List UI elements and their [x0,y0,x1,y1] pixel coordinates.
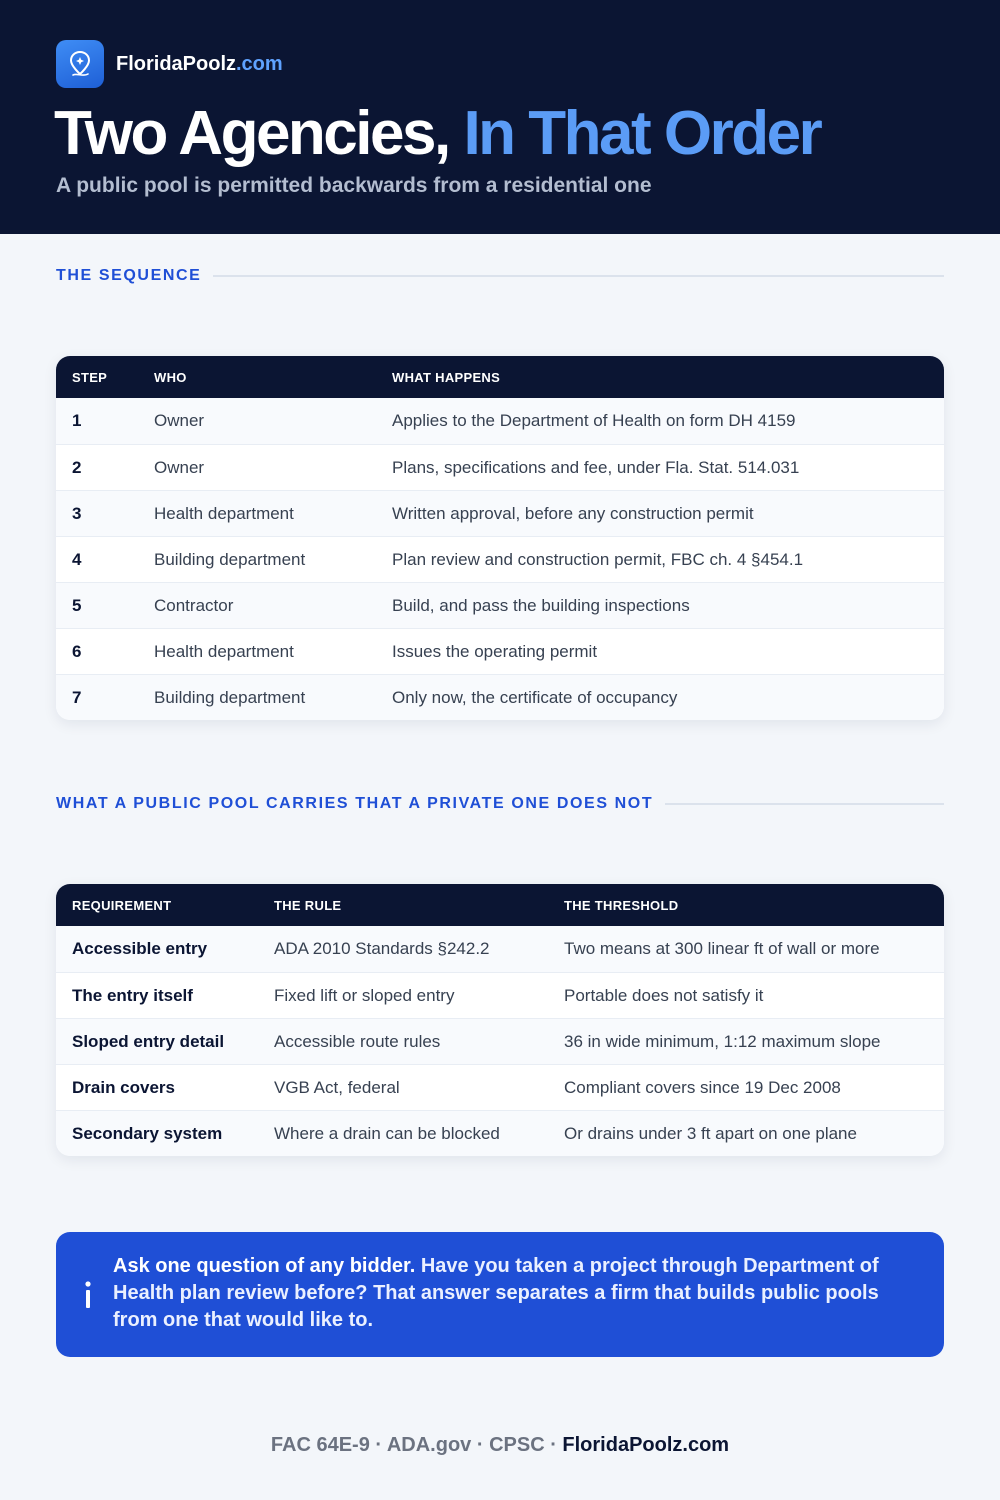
requirement-threshold: Or drains under 3 ft apart on one plane [564,1123,857,1143]
step-what: Written approval, before any construction permit [392,503,754,523]
step-number: 3 [72,503,82,523]
brand[interactable] [56,40,283,88]
table-row [56,674,944,720]
table-row [56,972,944,1018]
requirement-rule: Accessible route rules [274,1031,441,1051]
brand-name: FloridaPoolz.com [116,52,283,75]
step-number: 7 [72,687,82,707]
section-label-requirements: WHAT A PUBLIC POOL CARRIES THAT A PRIVATE ONE DOES NOT [56,795,944,813]
table-row [56,1064,944,1110]
requirement-rule: ADA 2010 Standards §242.2 [274,939,490,958]
step-number: 6 [72,641,82,661]
step-number: 5 [72,595,82,615]
table-row [56,926,944,972]
table-row [56,582,944,628]
requirement-threshold: Two means at 300 linear ft of wall or more [564,939,880,958]
table-row [56,1110,944,1156]
step-who: Contractor [154,595,234,615]
requirement-threshold: 36 in wide minimum, 1:12 maximum slope [564,1031,881,1051]
step-who: Building department [154,687,306,707]
column-header-step: STEP [72,369,108,385]
table-header [56,356,944,398]
requirement-rule: VGB Act, federal [274,1077,400,1097]
table-header [56,884,944,926]
footer-sources [0,1434,1000,1457]
info-icon [82,1232,94,1357]
sequence-table [56,356,944,720]
header-banner [0,0,1000,234]
table-row [56,490,944,536]
step-number: 2 [72,457,82,477]
map-pin-icon [56,40,104,88]
requirement-rule: Where a drain can be blocked [274,1123,500,1143]
requirement-rule: Fixed lift or sloped entry [274,985,455,1005]
column-header-what-happens: WHAT HAPPENS [392,369,501,385]
footer-source-list: FAC 64E-9 · ADA.gov · CPSC · [270,1434,563,1456]
requirement-threshold: Portable does not satisfy it [564,985,764,1005]
column-header-who: WHO [154,369,187,385]
footer-site-link[interactable]: FloridaPoolz.com [562,1434,730,1456]
table-row [56,444,944,490]
step-what: Plan review and construction permit, FBC ch. 4 §454.1 [392,549,804,569]
page-subtitle: A public pool is permitted backwards from a residential one [56,174,652,197]
callout-body: Have you taken a project through Department of Health plan review before? That answer separates a firm that builds public pools from one that would like to. [113,1255,879,1331]
step-what: Applies to the Department of Health on form DH 4159 [392,411,796,430]
requirement-name: Accessible entry [72,939,208,958]
table-row [56,628,944,674]
bidder-tip-callout [56,1232,944,1357]
step-what: Build, and pass the building inspections [392,595,690,615]
step-number: 4 [72,549,82,569]
column-header-threshold: THE THRESHOLD [564,897,679,913]
step-what: Only now, the certificate of occupancy [392,687,678,707]
callout-lead: Ask one question of any bidder. [113,1255,416,1277]
requirement-name: The entry itself [72,985,193,1005]
step-who: Building department [154,549,306,569]
step-who: Owner [154,457,205,477]
requirement-name: Drain covers [72,1077,175,1097]
table-row [56,1018,944,1064]
table-row [56,398,944,444]
column-header-requirement: REQUIREMENT [72,897,172,913]
step-what: Plans, specifications and fee, under Fla. Stat. 514.031 [392,457,800,477]
step-number: 1 [72,411,82,430]
requirement-name: Secondary system [72,1123,223,1143]
column-header-rule: THE RULE [274,897,342,913]
step-who: Health department [154,641,294,661]
callout-text [113,1253,913,1334]
section-label-sequence: THE SEQUENCE [56,267,944,285]
requirement-name: Sloped entry detail [72,1031,225,1051]
section-divider [665,803,944,805]
table-row [56,536,944,582]
page-title: Two Agencies, In That Order [54,99,821,168]
requirement-threshold: Compliant covers since 19 Dec 2008 [564,1077,841,1097]
step-what: Issues the operating permit [392,641,598,661]
step-who: Owner [154,411,205,430]
step-who: Health department [154,503,294,523]
section-divider [213,275,944,277]
requirements-table [56,884,944,1156]
